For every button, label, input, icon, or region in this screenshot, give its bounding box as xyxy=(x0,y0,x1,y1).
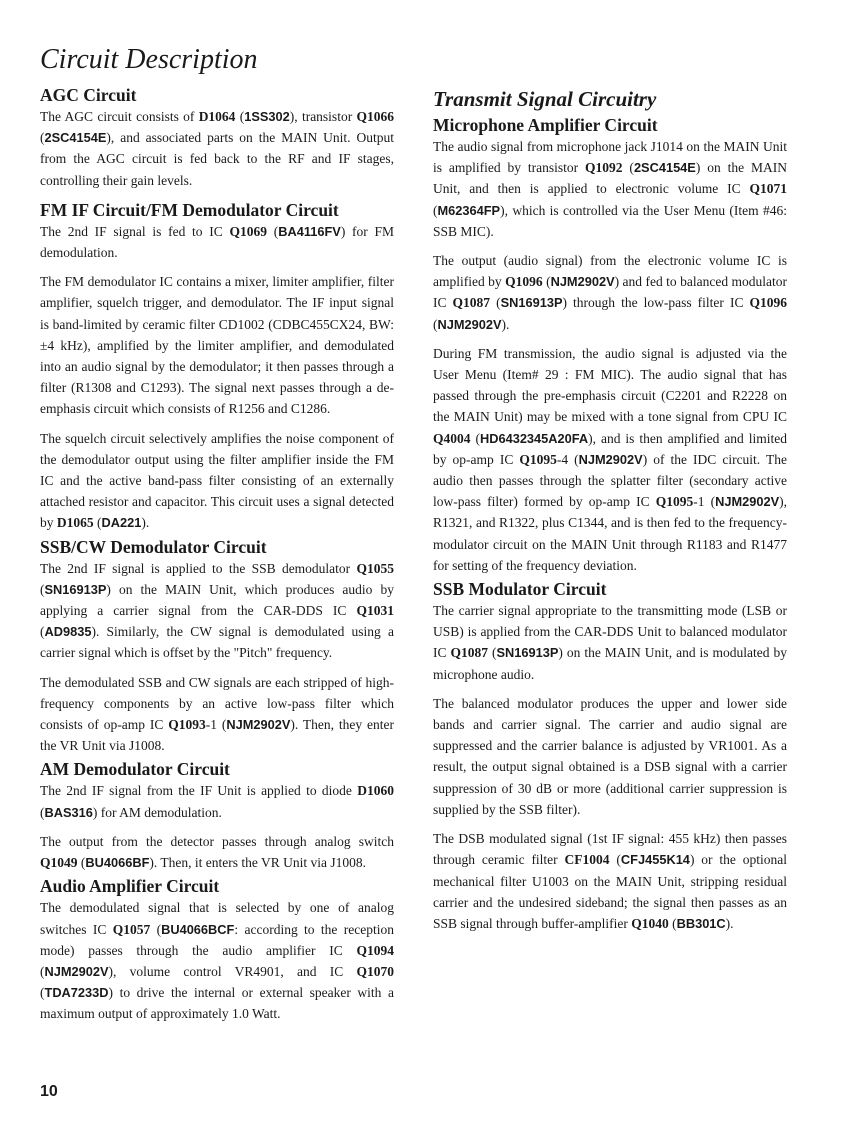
ssbmod-paragraph-1: The carrier signal appropriate to the transmitting mode (LSB or USB) is applied from the CAR-DDS Unit to balanced modulator IC Q1087 (SN16913P) on the MAIN Unit, and is modulated by microphone audio. xyxy=(433,603,787,682)
ref-designator: Q4004 xyxy=(433,430,471,446)
ref-designator: Q1040 xyxy=(631,915,669,931)
ref-designator: Q1066 xyxy=(356,109,394,124)
part-number: AD9835 xyxy=(44,624,92,640)
audio-heading: Audio Amplifier Circuit xyxy=(40,876,220,897)
audio-paragraph-1: The demodulated signal that is selected by one of analog switches IC Q1057 (BU4066BCF: according to the reception mode) passes through the audio amplifier IC Q1094 (NJM2902V), volume control VR4901, and IC Q1070 (TDA7233D) to drive the internal or external speaker with a maximum output of approximately 1.0 Watt. xyxy=(40,900,394,1022)
part-number: 2SC4154E xyxy=(633,160,696,176)
am-heading: AM Demodulator Circuit xyxy=(40,759,230,780)
page-title: Circuit Description xyxy=(40,44,258,75)
ref-designator: Q1092 xyxy=(585,160,623,176)
fmif-paragraph-3: The squelch circuit selectively amplifies the noise component of the demodulator output using the filter amplifier inside the FM IC and the active band-pass filter consisting of an externally attached resistor and capacitor. This circuit uses a signal detected by D1065 (DA221). xyxy=(40,430,394,531)
mic-paragraph-1: The audio signal from microphone jack J1014 on the MAIN Unit is amplified by transistor Q1092 (2SC4154E) on the MAIN Unit, and then is applied to electronic volume IC Q1071 (M62364FP), which is controlled via the User Menu (Item #46: SSB MIC). xyxy=(433,139,787,239)
part-number: NJM2902V xyxy=(44,963,109,979)
ref-designator: Q1093 xyxy=(168,717,206,733)
ref-designator: Q1087 xyxy=(450,645,488,661)
part-number: SN16913P xyxy=(500,295,563,311)
part-number: TDA7233D xyxy=(44,985,109,1001)
part-number: BA4116FV xyxy=(278,223,341,239)
part-number: NJM2902V xyxy=(715,494,780,510)
part-number: NJM2902V xyxy=(437,316,502,332)
ref-designator: Q1095 xyxy=(519,451,557,467)
part-number: BAS316 xyxy=(44,804,93,820)
ref-designator: CF1004 xyxy=(564,852,610,868)
part-number: M62364FP xyxy=(437,202,501,218)
part-number: NJM2902V xyxy=(226,717,291,733)
part-number: DA221 xyxy=(101,515,142,531)
ref-designator: Q1094 xyxy=(356,942,394,958)
fmif-heading: FM IF Circuit/FM Demodulator Circuit xyxy=(40,199,339,220)
agc-heading: AGC Circuit xyxy=(40,85,137,105)
left-column xyxy=(40,84,394,1033)
ssb-paragraph-2: The demodulated SSB and CW signals are each stripped of high-frequency components by an active low-pass filter which consists of op-amp IC Q1093-1 (NJM2902V). Then, they enter the VR Unit via J1008. xyxy=(40,674,394,754)
ref-designator: D1065 xyxy=(56,515,94,531)
ref-designator: Q1049 xyxy=(40,855,78,871)
ref-designator: Q1031 xyxy=(356,603,394,619)
ssbmod-paragraph-2: The balanced modulator produces the upper and lower side bands and carrier signal. The carrier and audio signal are suppressed and the carrier balance is adjusted by VR1001. As a result, the output signal obtained is a DSB signal with a carrier suppression of 30 dB or more (additional carrier suppression is supplied by the SSB filter). xyxy=(433,695,787,817)
fmif-paragraph-2: The FM demodulator IC contains a mixer, limiter amplifier, filter amplifier, squelch trigger, and demodulator. The IF input signal is band-limited by ceramic filter CD1002 (CDBC455CX24, BW:±4 kHz), amplified by the limiter amplifier, and demodulated into an audio signal by the demodulator; it then passes through a filter (R1308 and C1293). The signal next passes through a de-emphasis circuit which consists of R1256 and C1286. xyxy=(40,274,394,417)
part-number: NJM2902V xyxy=(578,451,643,467)
part-number: 2SC4154E xyxy=(44,130,107,146)
agc-paragraph-1: The AGC circuit consists of D1064 (1SS302), transistor Q1066 (2SC4154E), and associated parts on the MAIN Unit. Output from the AGC circuit is fed back to the RF and IF stages, controlling their gain levels. xyxy=(40,109,394,188)
ref-designator: Q1069 xyxy=(229,223,267,239)
right-column xyxy=(433,86,787,942)
part-number: NJM2902V xyxy=(550,274,615,290)
ref-designator: Q1096 xyxy=(505,274,543,290)
part-number: CFJ455K14 xyxy=(620,852,690,868)
ref-designator: Q1087 xyxy=(452,295,491,311)
ref-designator: Q1071 xyxy=(749,181,787,197)
mic-paragraph-2: The output (audio signal) from the electronic volume IC is amplified by Q1096 (NJM2902V) and fed to balanced modulator IC Q1087 (SN16913P) through the low-pass filter IC Q1096 (NJM2902V). xyxy=(433,253,788,332)
page-number: 10 xyxy=(40,1083,58,1100)
part-number: SN16913P xyxy=(496,645,559,661)
ref-designator: Q1070 xyxy=(356,963,394,979)
part-number: BB301C xyxy=(676,915,726,931)
ssb-heading: SSB/CW Demodulator Circuit xyxy=(40,536,267,557)
ref-designator: Q1057 xyxy=(112,921,151,937)
ref-designator: Q1096 xyxy=(749,295,788,311)
ref-designator: D1060 xyxy=(357,783,394,799)
fmif-paragraph-1: The 2nd IF signal is fed to IC Q1069 (BA4116FV) for FM demodulation. xyxy=(40,223,395,261)
part-number: BU4066BF xyxy=(85,855,150,871)
ssb-paragraph-1: The 2nd IF signal is applied to the SSB demodulator Q1055 (SN16913P) on the MAIN Unit, which produces audio by applying a carrier signal from the CAR-DDS IC Q1031 (AD9835). Similarly, the CW signal is demodulated using a carrier signal which is offset by the "Pitch" frequency. xyxy=(40,560,394,661)
am-paragraph-2: The output from the detector passes through analog switch Q1049 (BU4066BF). Then, it enters the VR Unit via J1008. xyxy=(40,833,394,871)
am-paragraph-1: The 2nd IF signal from the IF Unit is applied to diode D1060 (BAS316) for AM demodulation. xyxy=(40,783,394,820)
part-number: HD6432345A20FA xyxy=(479,430,589,446)
ref-designator: D1064 xyxy=(198,109,236,124)
ssbmod-heading: SSB Modulator Circuit xyxy=(433,579,607,600)
part-number: SN16913P xyxy=(44,581,107,597)
ref-designator: Q1055 xyxy=(356,560,394,576)
mic-heading: Microphone Amplifier Circuit xyxy=(433,115,658,135)
mic-paragraph-3: During FM transmission, the audio signal is adjusted via the User Menu (Item# 29 : FM MIC). The audio signal that has passed through the pre-emphasis circuit (C2201 and R2228 on the MAIN Unit) may be mixed with a tone signal from CPU IC Q4004 (HD6432345A20FA), and is then amplified and limited by op-amp IC Q1095-4 (NJM2902V) of the IDC circuit. The audio then passes through the splatter filter (secondary active low-pass filter) formed by op-amp IC Q1095-1 (NJM2902V), R1321, and R1322, plus C1344, and is then fed to the frequency-modulator circuit on the MAIN Unit through R1183 and R1477 for setting of the frequency deviation. xyxy=(433,345,787,573)
ssbmod-paragraph-3: The DSB modulated signal (1st IF signal: 455 kHz) then passes through ceramic filter CF1004 (CFJ455K14) or the optional mechanical filter U1003 on the MAIN Unit, stripping residual carrier and the undesired sideband; the signal then passes as an SSB signal through buffer-amplifier Q1040 (BB301C). xyxy=(433,831,788,931)
part-number: BU4066BCF xyxy=(161,921,235,937)
ref-designator: Q1095 xyxy=(655,494,694,510)
part-number: 1SS302 xyxy=(244,109,290,124)
transmit-heading: Transmit Signal Circuitry xyxy=(433,87,657,111)
